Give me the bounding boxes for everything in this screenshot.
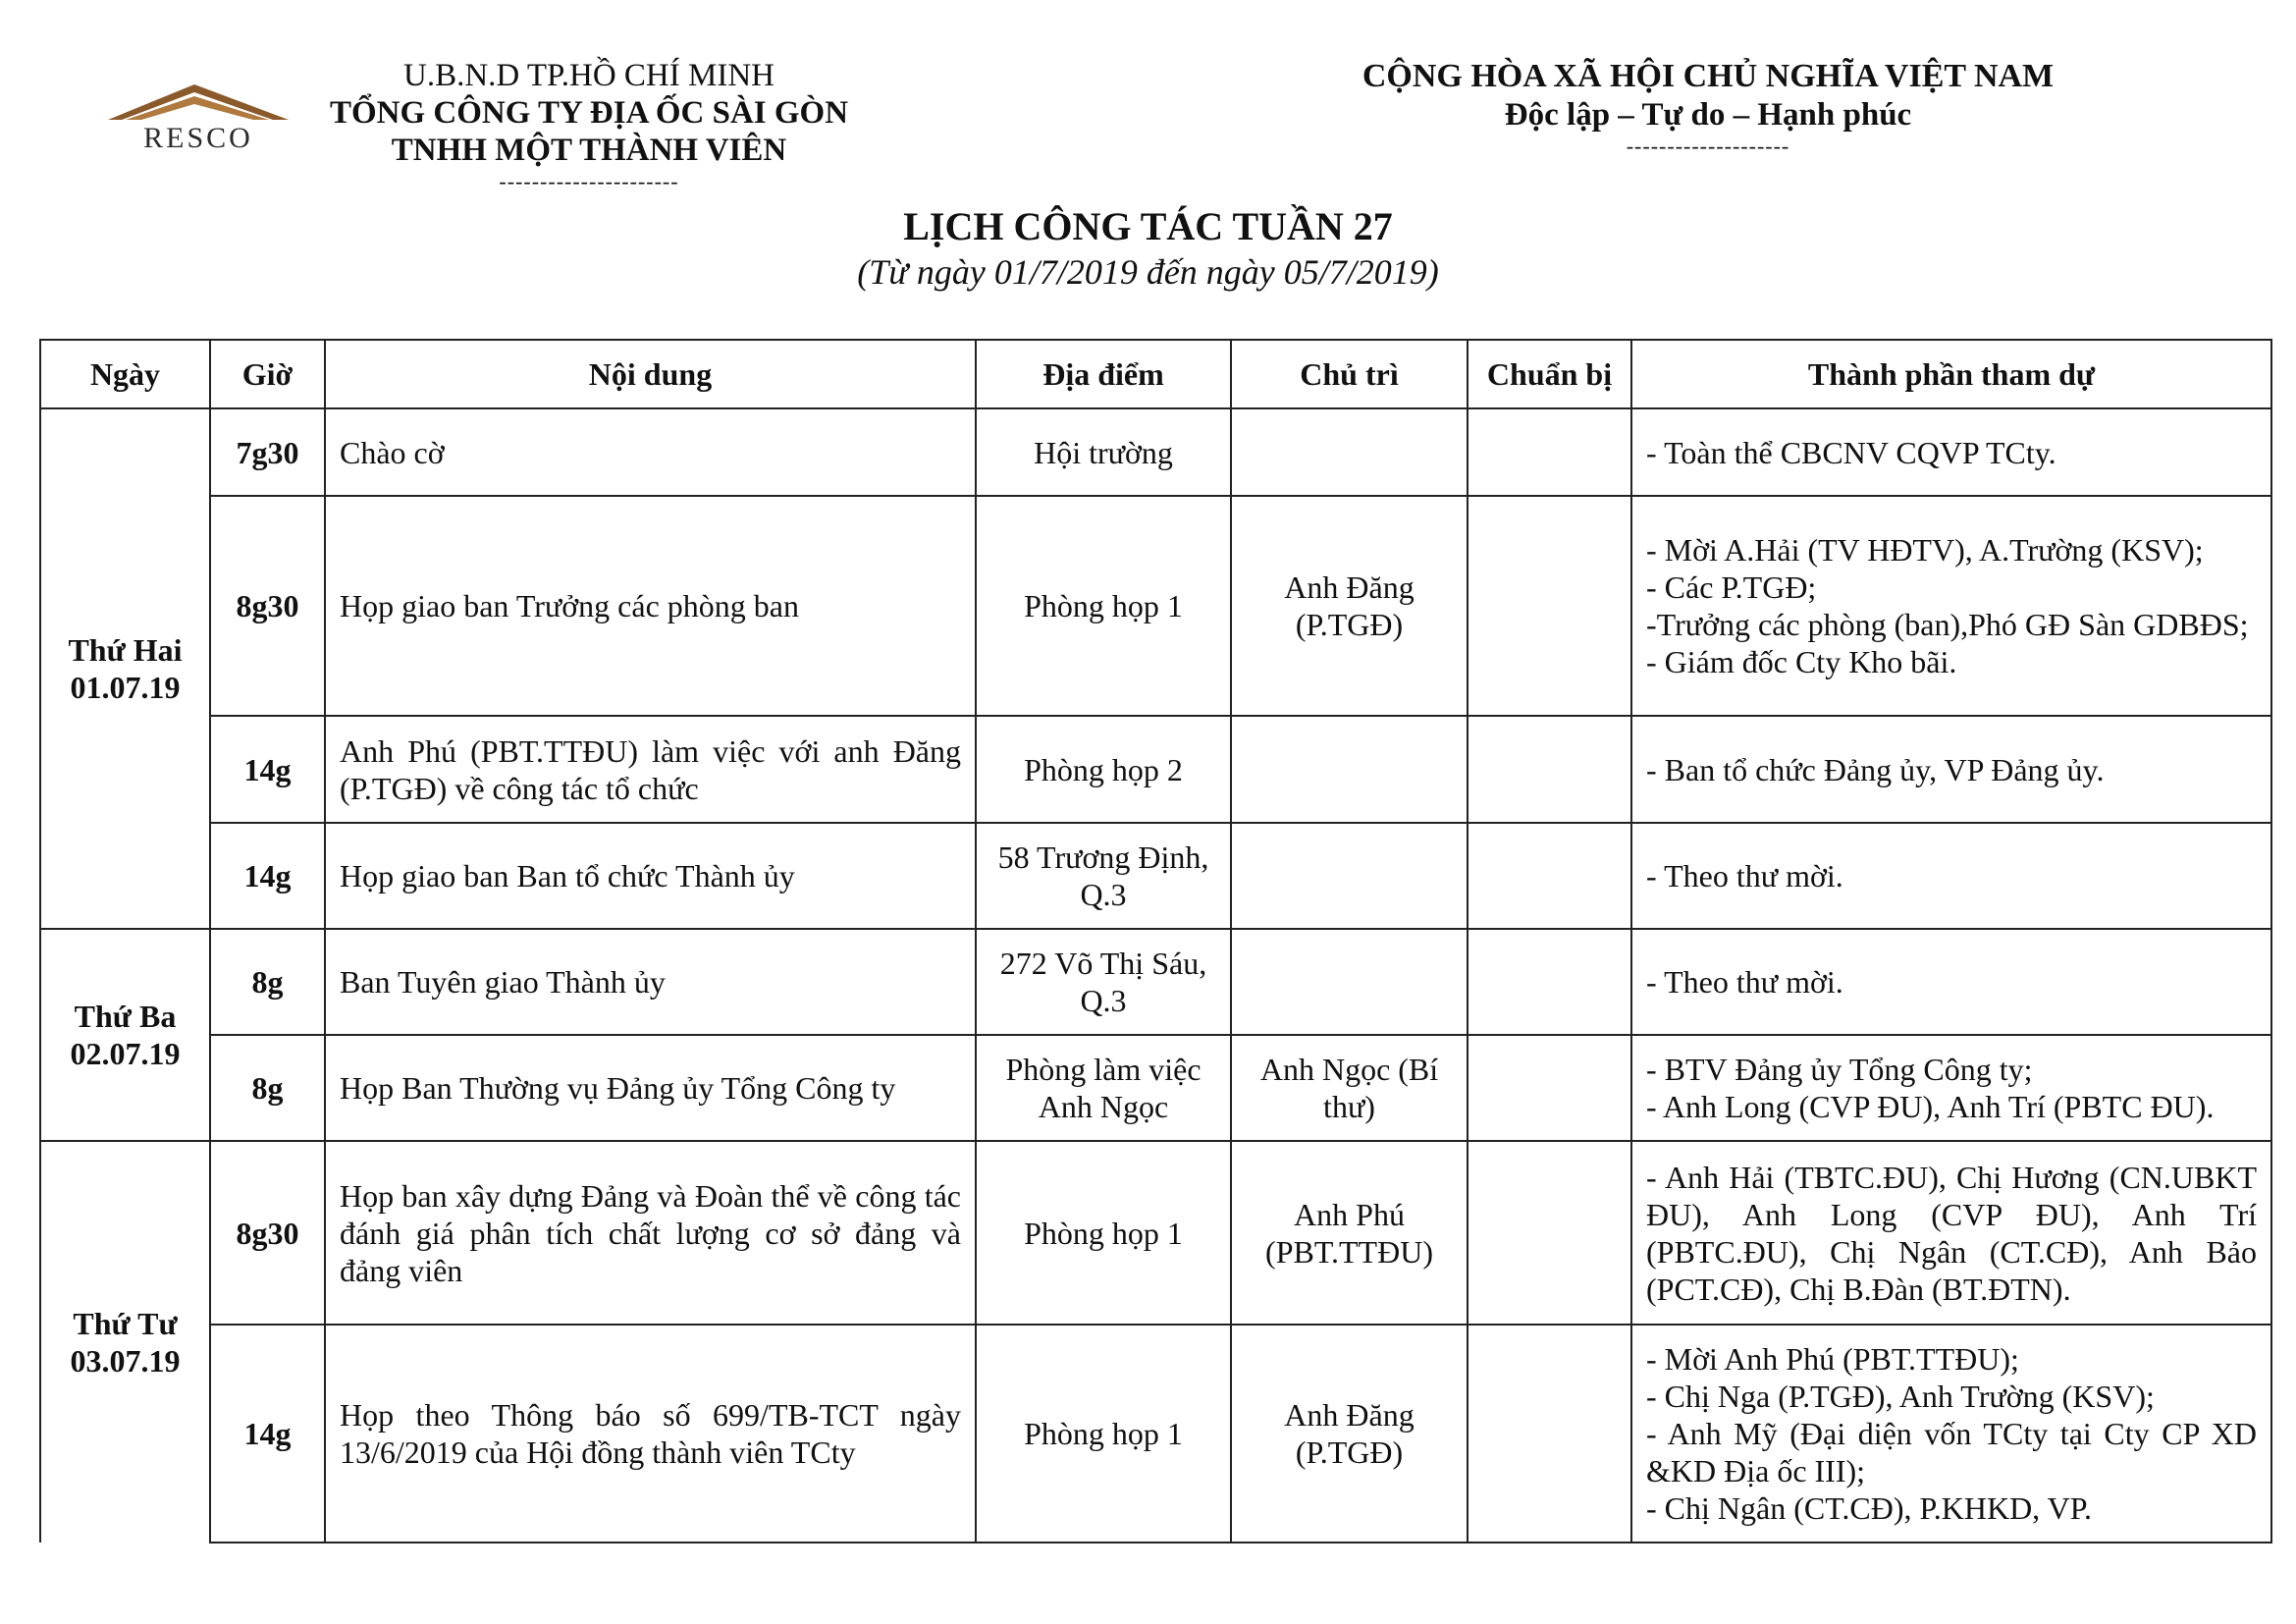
chair-cell: Anh Đăng (P.TGĐ)	[1231, 1325, 1468, 1543]
place-cell: Phòng họp 1	[976, 496, 1231, 716]
attendees-cell	[1631, 1325, 2271, 1543]
attendee-line: - Anh Long (CVP ĐU), Anh Trí (PBTC ĐU).	[1646, 1089, 2215, 1124]
attendee-line: - Toàn thể CBCNV CQVP TCty.	[1646, 434, 2056, 470]
table-row	[40, 1141, 2271, 1325]
attendee-line: - Theo thư mời.	[1646, 858, 1843, 893]
attendee-line: - Theo thư mời.	[1646, 964, 1843, 1000]
prep-cell	[1468, 1325, 1631, 1543]
table-row	[40, 1035, 2271, 1141]
content-cell: Họp ban xây dựng Đảng và Đoàn thể về công tác đánh giá phân tích chất lượng cơ sở đảng và đảng viên	[325, 1141, 976, 1325]
attendee-line: - Mời Anh Phú (PBT.TTĐU);	[1646, 1341, 2019, 1377]
attendee-line: - Các P.TGĐ;	[1646, 569, 1817, 605]
prep-cell	[1468, 823, 1631, 929]
time-cell: 14g	[210, 1325, 325, 1543]
time-cell: 14g	[210, 716, 325, 823]
attendees-cell	[1631, 823, 2271, 929]
table-row	[40, 929, 2271, 1035]
attendee-line: - Giám đốc Cty Kho bãi.	[1646, 644, 1957, 679]
chair-cell	[1231, 716, 1468, 823]
attendees-cell	[1631, 1141, 2271, 1325]
header-time: Giờ	[210, 340, 325, 408]
org-line-2: TỔNG CÔNG TY ĐỊA ỐC SÀI GÒN	[329, 95, 849, 131]
content-cell: Họp theo Thông báo số 699/TB-TCT ngày 13/6/2019 của Hội đồng thành viên TCty	[325, 1325, 976, 1543]
prep-cell	[1468, 1141, 1631, 1325]
org-divider: ----------------------	[499, 169, 679, 193]
attendee-line: -Trưởng các phòng (ban),Phó GĐ Sàn GDBĐS;	[1646, 607, 2249, 642]
day-name: Thứ Hai	[68, 632, 183, 668]
organization-header	[59, 57, 849, 204]
place-cell: Phòng họp 1	[976, 1325, 1231, 1543]
day-cell	[40, 408, 210, 929]
table-row	[40, 716, 2271, 823]
day-name: Thứ Ba	[74, 999, 177, 1034]
attendee-line: - Ban tổ chức Đảng ủy, VP Đảng ủy.	[1646, 751, 2105, 787]
place-cell: 58 Trương Định, Q.3	[976, 823, 1231, 929]
time-cell: 7g30	[210, 408, 325, 496]
time-cell: 8g30	[210, 496, 325, 716]
attendee-line: - Anh Hải (TBTC.ĐU), Chị Hương (CN.UBKT ĐU), Anh Long (CVP ĐU), Anh Trí (PBTC.ĐU), Chị Ngân (CT.CĐ), Anh Bảo (PCT.CĐ), Chị B.Đàn (BT.ĐTN).	[1646, 1159, 2257, 1307]
chair-cell	[1231, 929, 1468, 1035]
header-attendees: Thành phần tham dự	[1631, 340, 2271, 408]
place-cell: Phòng họp 1	[976, 1141, 1231, 1325]
attendee-line: - Anh Mỹ (Đại diện vốn TCty tại Cty CP XD &KD Địa ốc III);	[1646, 1416, 2257, 1489]
time-cell: 8g30	[210, 1141, 325, 1325]
attendees-cell	[1631, 408, 2271, 496]
content-cell: Chào cờ	[325, 408, 976, 496]
prep-cell	[1468, 929, 1631, 1035]
attendee-line: - Chị Nga (P.TGĐ), Anh Trường (KSV);	[1646, 1379, 2155, 1414]
place-cell: Phòng làm việc Anh Ngọc	[976, 1035, 1231, 1141]
table-row	[40, 408, 2271, 496]
time-cell: 8g	[210, 929, 325, 1035]
attendee-line: - Mời A.Hải (TV HĐTV), A.Trường (KSV);	[1646, 532, 2204, 568]
prep-cell	[1468, 1035, 1631, 1141]
logo-text: RESCO	[143, 122, 253, 153]
content-cell: Họp giao ban Trưởng các phòng ban	[325, 496, 976, 716]
attendee-line: - BTV Đảng ủy Tổng Công ty;	[1646, 1052, 2033, 1087]
content-cell: Họp Ban Thường vụ Đảng ủy Tổng Công ty	[325, 1035, 976, 1141]
attendee-line: - Chị Ngân (CT.CĐ), P.KHKD, VP.	[1646, 1490, 2092, 1526]
header-place: Địa điểm	[976, 340, 1231, 408]
organization-name	[294, 57, 883, 194]
nation-line-1: CỘNG HÒA XÃ HỘI CHỦ NGHĨA VIỆT NAM	[1362, 58, 2055, 94]
nation-motto: Độc lập – Tự do – Hạnh phúc	[1504, 97, 1912, 133]
content-cell: Ban Tuyên giao Thành ủy	[325, 929, 976, 1035]
header-prep: Chuẩn bị	[1468, 340, 1631, 408]
time-cell: 8g	[210, 1035, 325, 1141]
header-day: Ngày	[40, 340, 210, 408]
prep-cell	[1468, 716, 1631, 823]
day-name: Thứ Tư	[73, 1306, 178, 1341]
place-cell: 272 Võ Thị Sáu, Q.3	[976, 929, 1231, 1035]
schedule-table	[39, 339, 2272, 1543]
place-cell: Phòng họp 2	[976, 716, 1231, 823]
content-cell: Họp giao ban Ban tổ chức Thành ủy	[325, 823, 976, 929]
org-line-1: U.B.N.D TP.HỒ CHÍ MINH	[402, 58, 774, 93]
chair-cell	[1231, 823, 1468, 929]
header-chair: Chủ trì	[1231, 340, 1468, 408]
attendees-cell	[1631, 716, 2271, 823]
chair-cell: Anh Phú (PBT.TTĐU)	[1231, 1141, 1468, 1325]
attendees-cell	[1631, 929, 2271, 1035]
chair-cell	[1231, 408, 1468, 496]
attendees-cell	[1631, 496, 2271, 716]
resco-logo	[96, 75, 302, 153]
content-cell: Anh Phú (PBT.TTĐU) làm việc với anh Đăng (P.TGĐ) về công tác tổ chức	[325, 716, 976, 823]
nation-divider: --------------------	[1626, 134, 1790, 158]
day-cell	[40, 1141, 210, 1543]
chair-cell: Anh Ngọc (Bí thư)	[1231, 1035, 1468, 1141]
header-content: Nội dung	[325, 340, 976, 408]
prep-cell	[1468, 408, 1631, 496]
page-title: LỊCH CÔNG TÁC TUẦN 27	[903, 204, 1393, 248]
time-cell: 14g	[210, 823, 325, 929]
attendees-cell	[1631, 1035, 2271, 1141]
page-subtitle: (Từ ngày 01/7/2019 đến ngày 05/7/2019)	[857, 252, 1439, 292]
national-header	[1286, 57, 2130, 159]
table-header-row	[40, 340, 2271, 408]
day-date: 03.07.19	[70, 1343, 181, 1379]
table-row	[40, 1325, 2271, 1543]
table-row	[40, 496, 2271, 716]
table-row	[40, 823, 2271, 929]
day-cell	[40, 929, 210, 1141]
org-line-3: TNHH MỘT THÀNH VIÊN	[391, 133, 787, 168]
day-date: 02.07.19	[70, 1036, 181, 1071]
chair-cell: Anh Đăng (P.TGĐ)	[1231, 496, 1468, 716]
day-date: 01.07.19	[70, 670, 181, 705]
prep-cell	[1468, 496, 1631, 716]
place-cell: Hội trường	[976, 408, 1231, 496]
